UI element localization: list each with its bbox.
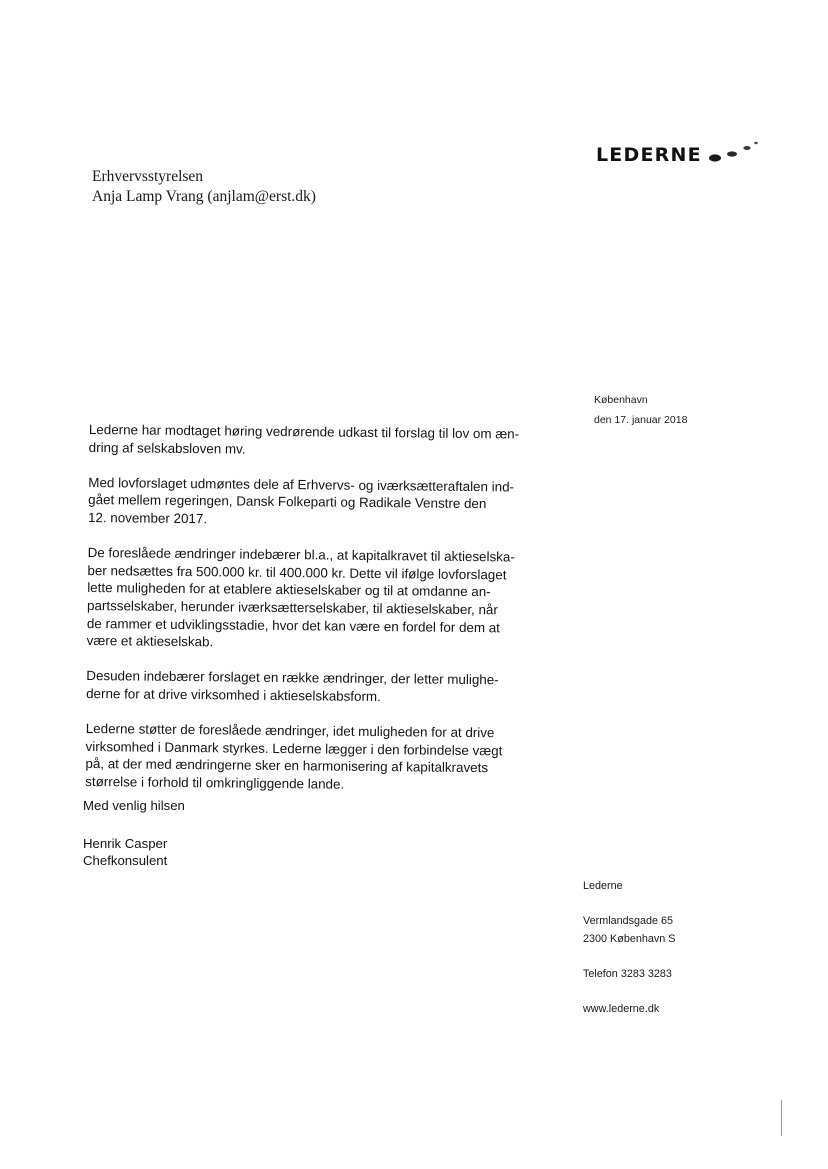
body-paragraph [85,720,536,795]
sender-phone: Telefon 3283 3283 [583,968,672,980]
sender-city: 2300 København S [583,933,676,945]
body-line: de rammer et udviklingsstadie, hvor det kan være en fordel for dem at [86,615,501,635]
body-line: gået mellem regeringen, Dansk Folkeparti og Radikale Venstre den [88,492,487,512]
recipient-person: Anja Lamp Vrang (anjlam@erst.dk) [92,188,316,205]
body-line: Med lovforslaget udmøntes dele af Erhvervs- og iværksætteraftalen ind- [88,474,515,495]
body-line: virksomhed i Danmark styrkes. Lederne lægger i den forbindelse vægt [85,738,503,759]
body-line: være et aktieselskab. [86,633,214,650]
sender-website: www.lederne.dk [583,1003,660,1015]
body-line: De foreslåede ændringer indebærer bl.a., at kapitalkravet til aktieselska- [87,545,515,565]
body-line: Desuden indebærer forslaget en række ændringer, der letter mulighe- [86,668,499,688]
place-date-block [594,390,687,430]
body-line: Lederne har modtaget høring vedrørende udkast til forslag til lov om æn- [88,421,520,442]
body-paragraph [88,474,539,531]
body-line: ber nedsættes fra 500.000 kr. til 400.000 kr. Dette vil ifølge lovforslaget [87,562,507,583]
signature-block [83,835,167,869]
scan-artifact [781,1100,782,1136]
body-line: lette muligheden for at etablere aktieselskaber og til at omdanne an- [87,580,491,600]
logo-dots-icon [708,140,758,166]
logo-wordmark: LEDERNE [596,144,702,166]
date: den 17. januar 2018 [594,414,688,426]
body-line: partsselskaber, herunder iværksætterselskaber, til aktieselskaber, når [86,597,498,618]
body-paragraph [87,544,538,654]
body-line: derne for at drive virksomhed i aktieselskabsform. [86,685,381,704]
body-line: dring af selskabsloven mv. [88,439,246,457]
signer-title: Chefkonsulent [83,853,168,868]
recipient-block [92,167,316,207]
recipient-org: Erhvervsstyrelsen [92,168,204,185]
place: København [594,394,648,406]
sender-name: Lederne [583,880,623,892]
body-line: 12. november 2017. [87,509,208,527]
sender-street: Vermlandsgade 65 [583,915,674,927]
body-paragraph [89,421,539,461]
sender-column [583,877,675,1018]
lederne-logo [596,140,766,170]
body-line: Lederne støtter de foreslåede ændringer, idet muligheden for at drive [85,721,495,741]
body-paragraph [86,667,536,707]
closing-greeting: Med venlig hilsen [83,798,185,813]
letter-body [85,421,539,813]
body-line: størrelse i forhold til omkringliggende lande. [85,773,345,792]
signer-name: Henrik Casper [83,836,168,851]
body-line: på, at der med ændringerne sker en harmonisering af kapitalkravets [85,756,489,776]
